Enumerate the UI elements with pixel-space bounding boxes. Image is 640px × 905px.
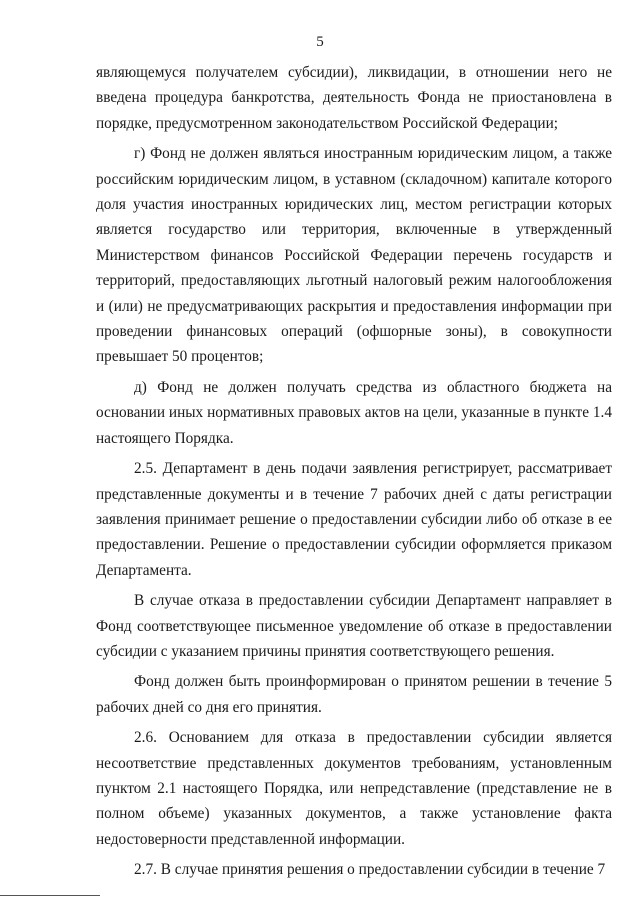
paragraph-continuation: являющемуся получателем субсидии), ликвидации, в отношении него не введена процедура банкротства, деятельность Фонда не приостановлена в порядке, предусмотренном законодательством Российской Федерации;	[96, 64, 612, 132]
document-body	[96, 60, 612, 888]
paragraph-clause-2-7: 2.7. В случае принятия решения о предоставлении субсидии в течение 7	[134, 861, 606, 879]
paragraph-clause-2-5: 2.5. Департамент в день подачи заявления регистрирует, рассматривает представленные документы и в течение 7 рабочих дней с даты регистрации заявления принимает решение о предоставлении субсидии либо об отказе в ее предоставлении. Решение о предоставлении субсидии оформляется приказом Департамента.	[96, 460, 612, 579]
paragraph-clause-2-6: 2.6. Основанием для отказа в предоставлении субсидии является несоответствие представленных документов требованиям, установленным пунктом 2.1 настоящего Порядка, или непредставление (представление не в полном объеме) указанных документов, а также установление факта недостоверности представленной информации.	[96, 729, 612, 848]
paragraph-inform-term: Фонд должен быть проинформирован о принятом решении в течение 5 рабочих дней со дня его принятия.	[96, 673, 612, 716]
paragraph-refusal-notice: В случае отказа в предоставлении субсидии Департамент направляет в Фонд соответствующее письменное уведомление об отказе в предоставлении субсидии с указанием причины принятия соответствующего решения.	[96, 592, 612, 660]
paragraph-item-g: г) Фонд не должен являться иностранным юридическим лицом, а также российским юридическим лицом, в уставном (складочном) капитале которого доля участия иностранных юридических лиц, местом регистрации которых является государство или территория, включенные в утвержденный Министерством финансов Российской Федерации перечень государств и территорий, предоставляющих льготный налоговый режим налогообложения и (или) не предусматривающих раскрытия и предоставления информации при проведении финансовых операций (офшорные зоны), в совокупности превышает 50 процентов;	[96, 145, 612, 366]
footer-divider	[0, 895, 100, 896]
paragraph-item-d: д) Фонд не должен получать средства из областного бюджета на основании иных нормативных правовых актов на цели, указанные в пункте 1.4 настоящего Порядка.	[96, 378, 612, 447]
page-number: 5	[316, 34, 324, 50]
